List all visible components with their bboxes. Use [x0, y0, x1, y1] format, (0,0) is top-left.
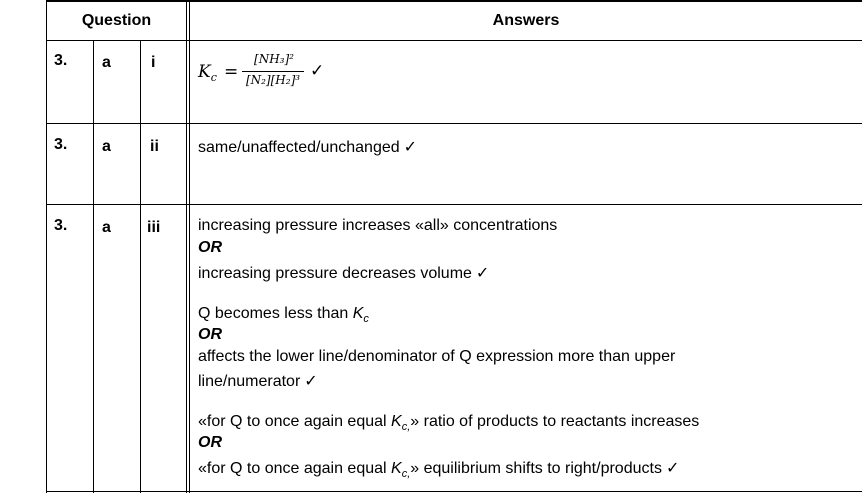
b1-line2 — [198, 263, 489, 283]
row1-num: 3. — [54, 52, 68, 69]
b3-line2-ksub: c, — [401, 468, 411, 480]
table-top-border — [46, 0, 862, 2]
b2-line1 — [198, 305, 369, 325]
b1-line1: increasing pressure increases «all» concentrations — [198, 217, 558, 234]
fraction-bar — [242, 71, 304, 72]
row1-part: a — [102, 54, 111, 71]
b2-line1-text: Q becomes less than — [198, 305, 353, 322]
b1-line2-text: increasing pressure decreases volume — [198, 265, 472, 282]
b1-check: ✓ — [475, 265, 490, 282]
b3-line2 — [198, 458, 679, 480]
row3-num: 3. — [54, 217, 68, 234]
row2-part: a — [102, 138, 111, 155]
b2-line2: affects the lower line/denominator of Q expression more than upper — [198, 348, 676, 365]
col-left-border — [46, 0, 47, 493]
kc-denominator: [N₂][H₂]³ — [245, 73, 301, 87]
row1-bottom-border — [46, 123, 862, 124]
header-question: Question — [81, 12, 152, 29]
b3-line2-k: K — [391, 460, 402, 477]
row1-check: ✓ — [310, 61, 325, 80]
row2-sub: ii — [150, 138, 159, 155]
col-answers-left-2 — [189, 0, 190, 493]
row2-answer — [198, 137, 417, 157]
b2-ksub: c — [363, 313, 369, 325]
kc-equals: = — [224, 62, 239, 82]
kc-symbol: K — [198, 62, 211, 82]
b3-line1-post: » ratio of products to reactants increases — [410, 413, 700, 430]
col-part-divider — [140, 40, 141, 493]
kc-numerator: [NH₃]² — [254, 52, 294, 66]
b2-line3 — [198, 371, 318, 391]
b3-line2-pre: «for Q to once again equal — [198, 460, 392, 477]
b1-or: OR — [198, 239, 222, 256]
kc-subscript: c — [210, 71, 217, 84]
b3-check: ✓ — [665, 460, 680, 477]
row3-sub: iii — [147, 219, 161, 236]
b2-line3-text: line/numerator — [198, 373, 301, 390]
b2-k: K — [352, 305, 364, 322]
b3-line1-pre: «for Q to once again equal — [198, 413, 392, 430]
b2-check: ✓ — [304, 373, 318, 390]
b3-line1-k: K — [391, 413, 402, 430]
b3-line1 — [198, 413, 699, 433]
row2-answer-text: same/unaffected/unchanged — [198, 139, 400, 156]
row1-sub: i — [151, 54, 156, 71]
table-bottom-border — [46, 491, 862, 492]
b3-or: OR — [198, 434, 222, 451]
b3-line2-post: » equilibrium shifts to right/products — [410, 460, 662, 477]
col-num-divider — [93, 40, 94, 493]
row2-check: ✓ — [403, 139, 418, 156]
row3-part: a — [102, 219, 111, 236]
header-bottom-border — [46, 40, 862, 41]
col-answers-left-1 — [186, 0, 187, 493]
b3-line1-ksub: c, — [401, 421, 411, 433]
row2-num: 3. — [54, 136, 68, 153]
b2-or: OR — [198, 326, 222, 343]
header-answers: Answers — [492, 12, 560, 29]
row2-bottom-border — [46, 204, 862, 205]
